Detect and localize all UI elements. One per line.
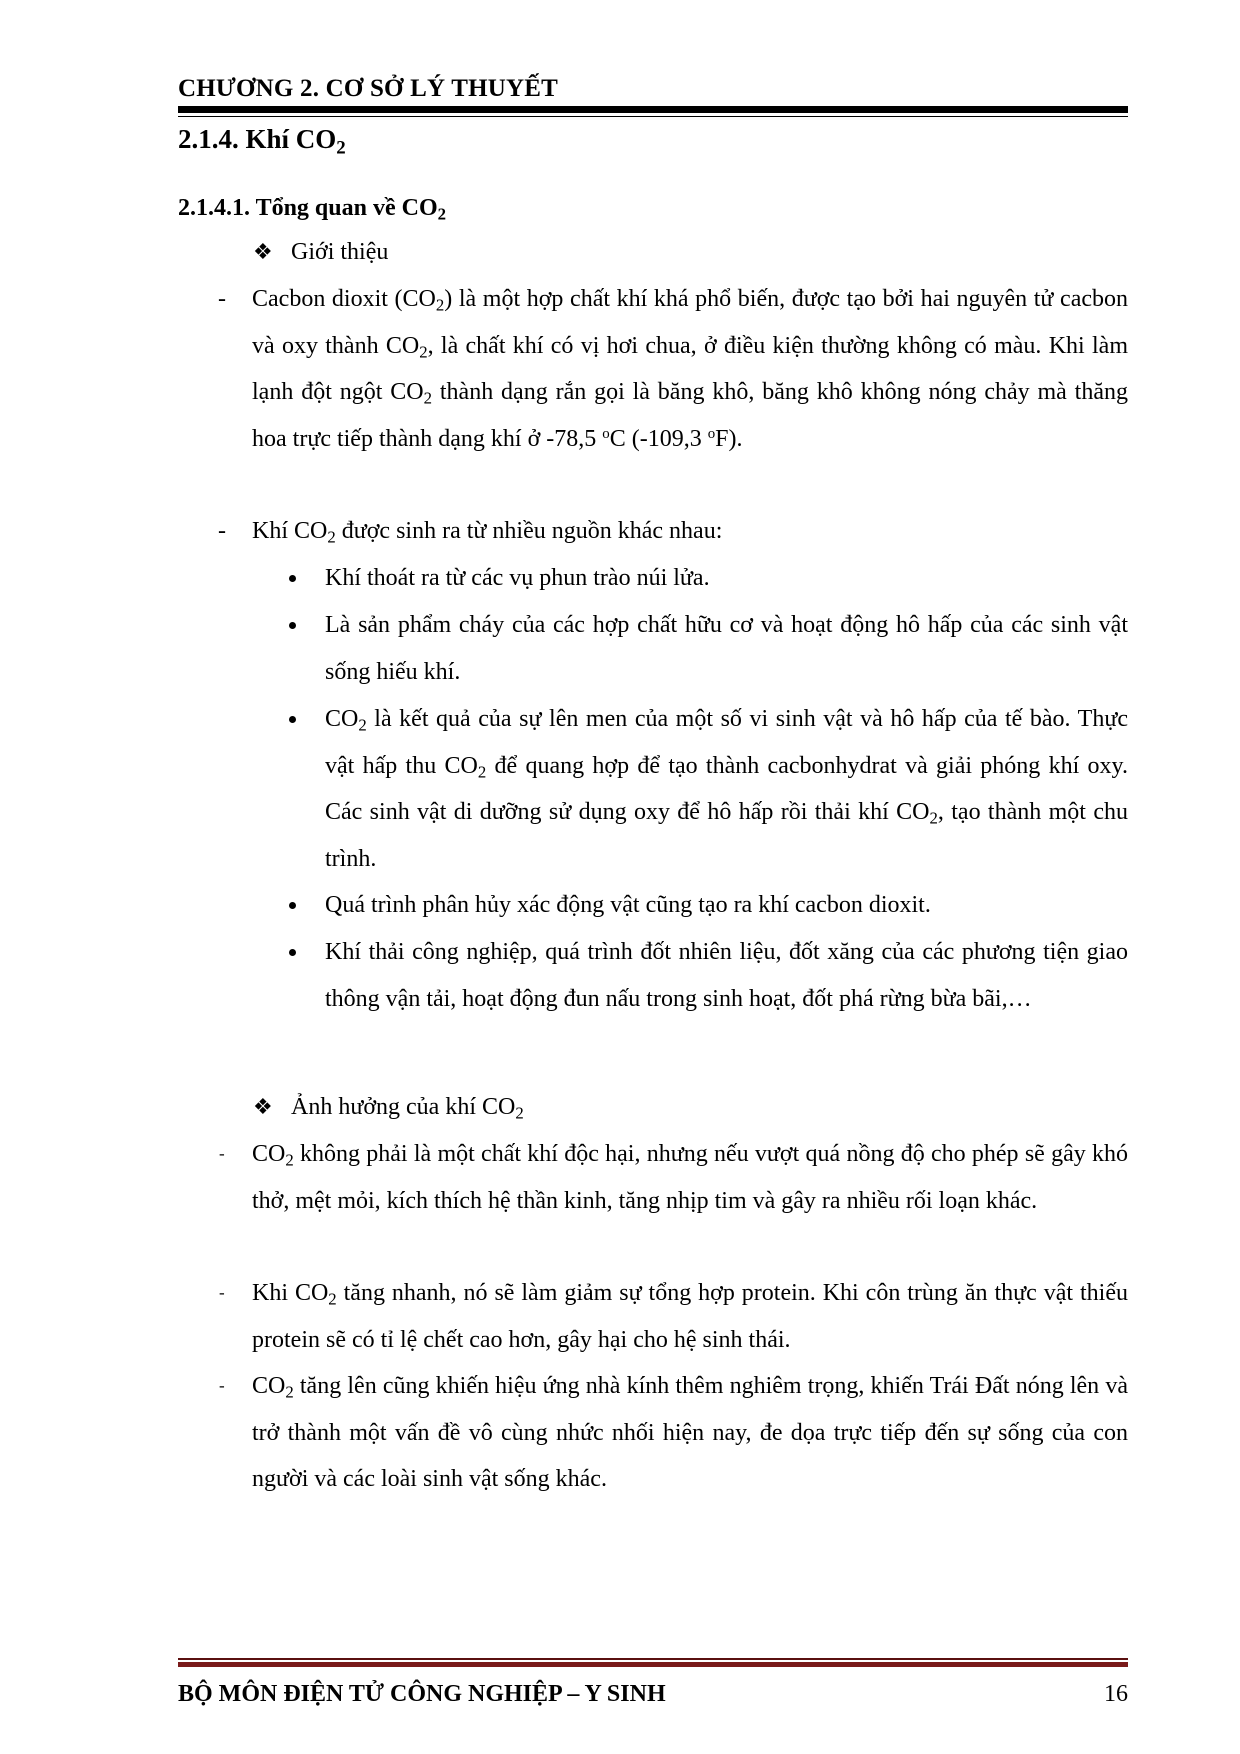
bullet-dot-icon	[289, 902, 296, 909]
list-item-text: Khí thải công nghiệp, quá trình đốt nhiên liệu, đốt xăng của các phương tiện giao thông vận tải, hoạt động đun nấu trong sinh hoạt, đốt phá rừng bừa bãi,…	[325, 939, 1128, 1012]
intro-heading	[253, 237, 388, 267]
list-item-text: $CO_2$ là kết quả của sự lên men của một số vi sinh vật và hô hấp của tế bào. Thực vật hấp thu $CO_2$ để quang hợp để tạo thành cacbonhydrat và giải phóng khí oxy. Các sinh vật di dưỡng sử dụng oxy để hô hấp rồi thải khí $CO_2$, tạo thành một chu trình.	[325, 706, 1128, 872]
paragraph-text: Cacbon dioxit $(CO_2)$ là một hợp chất khí khá phổ biến, được tạo bởi hai nguyên tử cacbon và oxy thành $CO_2$, là chất khí có vị hơi chua, ở điều kiện thường không có màu. Khi làm lạnh đột ngột $CO_2$ thành dạng rắn gọi là băng khô, băng khô không nóng chảy mà thăng hoa trực tiếp thành dạng khí ở -78,5 $^o$C (-109,3 $^o$F).	[252, 286, 1129, 452]
effects-heading-text: Ảnh hưởng của khí $CO_2$	[291, 1094, 524, 1123]
bullet-dot-icon	[289, 622, 296, 629]
diamond-bullet-icon: ❖	[253, 1094, 273, 1119]
diamond-bullet-icon: ❖	[253, 239, 273, 264]
subsection-number: 2.1.4.1.	[178, 195, 250, 221]
header-rule-thin	[178, 116, 1128, 117]
footer-rule-thick	[178, 1662, 1128, 1667]
dash-marker: -	[219, 1283, 225, 1302]
paragraph-text: Khi $CO_2$ tăng nhanh, nó sẽ làm giảm sự tổng hợp protein. Khi côn trùng ăn thực vật thiếu protein sẽ có tỉ lệ chết cao hơn, gây hại cho hệ sinh thái.	[252, 1280, 1129, 1353]
footer-rule-thin	[178, 1658, 1128, 1660]
dash-marker: -	[218, 286, 226, 312]
list-item-text: Khí thoát ra từ các vụ phun trào núi lửa.	[325, 565, 710, 591]
dash-marker: -	[219, 1376, 225, 1395]
paragraph-text: $CO_2$ không phải là một chất khí độc hại, nhưng nếu vượt quá nồng độ cho phép sẽ gây khó thở, mệt mỏi, kích thích hệ thần kinh, tăng nhịp tim và gây ra nhiều rối loạn khác.	[252, 1141, 1128, 1214]
section-title: Khí $CO_2$	[245, 124, 346, 159]
paragraph-text: $CO_2$ tăng lên cũng khiến hiệu ứng nhà kính thêm nghiêm trọng, khiến Trái Đất nóng lên và trở thành một vấn đề vô cùng nhức nhối hiện nay, đe dọa trực tiếp đến sự sống của con người và các loài sinh vật sống khác.	[252, 1373, 1128, 1492]
bullet-dot-icon	[289, 575, 296, 582]
list-item-text: Quá trình phân hủy xác động vật cũng tạo ra khí cacbon dioxit.	[325, 892, 931, 918]
section-heading	[178, 122, 346, 159]
subsection-title: Tổng quan về $CO_2$	[255, 195, 447, 224]
page-number: 16	[1104, 1681, 1128, 1707]
footer-department: BỘ MÔN ĐIỆN TỬ CÔNG NGHIỆP – Y SINH	[178, 1681, 666, 1707]
paragraph-text: Khí $CO_2$ được sinh ra từ nhiều nguồn khác nhau:	[252, 518, 723, 547]
section-number: 2.1.4.	[178, 124, 239, 154]
header-rule-thick	[178, 106, 1128, 113]
bullet-dot-icon	[289, 716, 296, 723]
dash-marker: -	[218, 518, 226, 544]
chapter-title: CHƯƠNG 2. CƠ SỞ LÝ THUYẾT	[178, 75, 559, 102]
chapter-header	[178, 74, 1128, 104]
dash-marker: -	[219, 1144, 225, 1163]
effects-heading	[253, 1092, 524, 1122]
subsection-heading	[178, 193, 446, 223]
intro-heading-text: Giới thiệu	[291, 239, 389, 265]
bullet-dot-icon	[289, 949, 296, 956]
list-item-text: Là sản phẩm cháy của các hợp chất hữu cơ và hoạt động hô hấp của các sinh vật sống hiếu khí.	[325, 612, 1128, 685]
